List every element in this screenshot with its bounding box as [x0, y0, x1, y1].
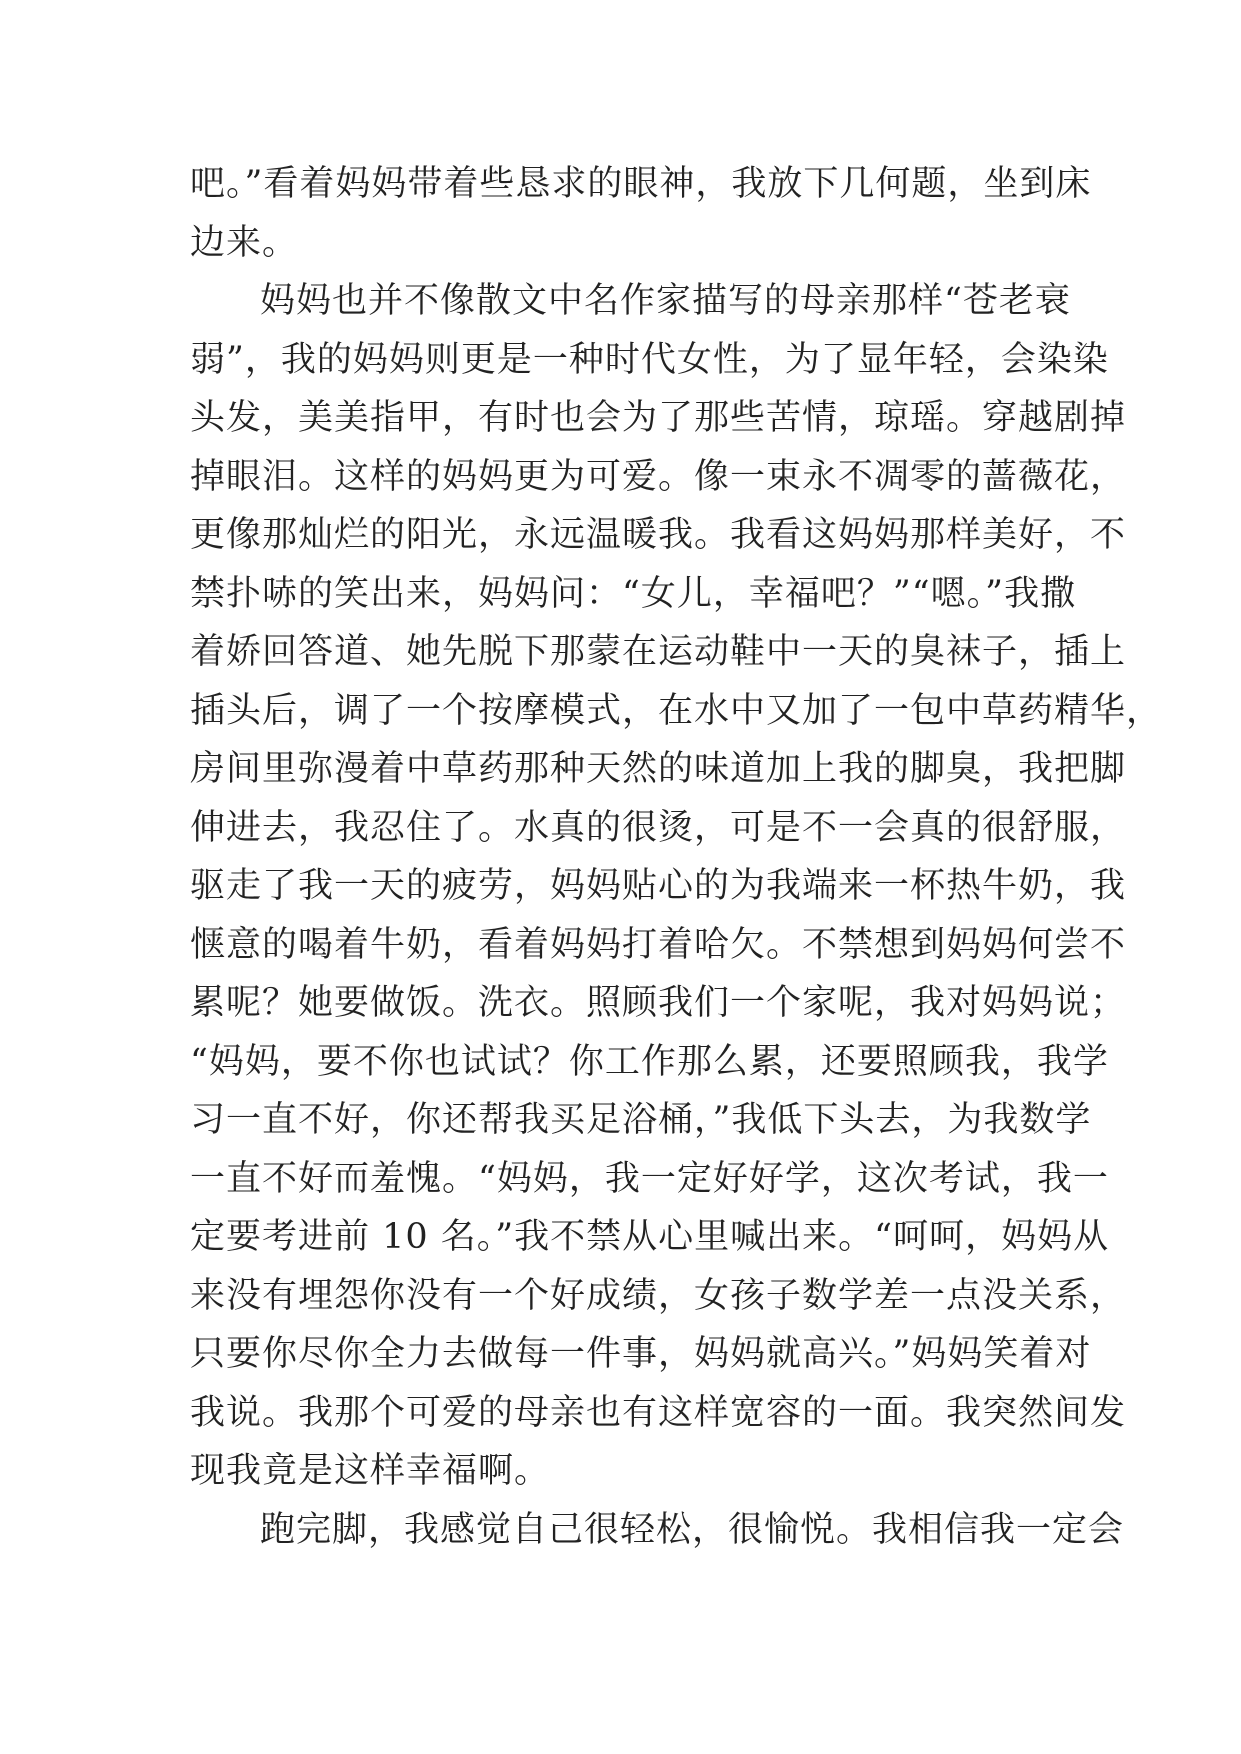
text-line: 来没有埋怨你没有一个好成绩，女孩子数学差一点没关系， [190, 1275, 1127, 1316]
text-line: 禁扑哧的笑出来，妈妈问：“女儿，幸福吧？”“嗯。”我撒 [190, 573, 1077, 614]
text-line: 妈妈也并不像散文中名作家描写的母亲那样“苍老衰 [260, 281, 1071, 321]
text-line: 房间里弥漫着中草药那种天然的味道加上我的脚臭，我把脚 [190, 749, 1127, 789]
text-line: 插头后，调了一个按摩模式，在水中又加了一包中草药精华， [190, 690, 1163, 731]
text-line: 累呢？她要做饭。洗衣。照顾我们一个家呢，我对妈妈说； [190, 983, 1127, 1023]
document-body [190, 155, 1163, 1559]
text-line: 我说。我那个可爱的母亲也有这样宽容的一面。我突然间发 [190, 1392, 1127, 1433]
text-line: 一直不好而羞愧。“妈妈，我一定好好学，这次考试，我一 [190, 1158, 1109, 1199]
text-line: 吧。”看着妈妈带着些恳求的眼神，我放下几何题，坐到床 [190, 164, 1092, 204]
text-line: 着娇回答道、她先脱下那蒙在运动鞋中一天的臭袜子，插上 [190, 632, 1127, 672]
text-line: 头发，美美指甲，有时也会为了那些苦情，琼瑶。穿越剧掉 [190, 398, 1127, 438]
text-line: 定要考进前 10 名。”我不禁从心里喊出来。“呵呵，妈妈从 [190, 1217, 1110, 1257]
text-line: 更像那灿烂的阳光，永远温暖我。我看这妈妈那样美好，不 [190, 515, 1127, 555]
text-line: “妈妈，要不你也试试？你工作那么累，还要照顾我，我学 [190, 1041, 1109, 1082]
text-line: 掉眼泪。这样的妈妈更为可爱。像一束永不凋零的蔷薇花， [190, 456, 1127, 497]
text-line: 惬意的喝着牛奶，看着妈妈打着哈欠。不禁想到妈妈何尝不 [190, 924, 1127, 965]
text-line: 伸进去，我忍住了。水真的很烫，可是不一会真的很舒服， [190, 807, 1127, 848]
text-line: 习一直不好，你还帮我买足浴桶，”我低下头去，为我数学 [190, 1100, 1092, 1140]
text-line: 弱”，我的妈妈则更是一种时代女性，为了显年轻，会染染 [190, 339, 1109, 380]
text-line: 只要你尽你全力去做每一件事，妈妈就高兴。”妈妈笑着对 [190, 1334, 1092, 1374]
text-line: 现我竟是这样幸福啊。 [190, 1451, 551, 1491]
text-line: 驱走了我一天的疲劳，妈妈贴心的为我端来一杯热牛奶，我 [190, 866, 1127, 906]
text-line: 边来。 [190, 222, 299, 263]
text-line: 跑完脚，我感觉自己很轻松，很愉悦。我相信我一定会 [260, 1509, 1125, 1550]
